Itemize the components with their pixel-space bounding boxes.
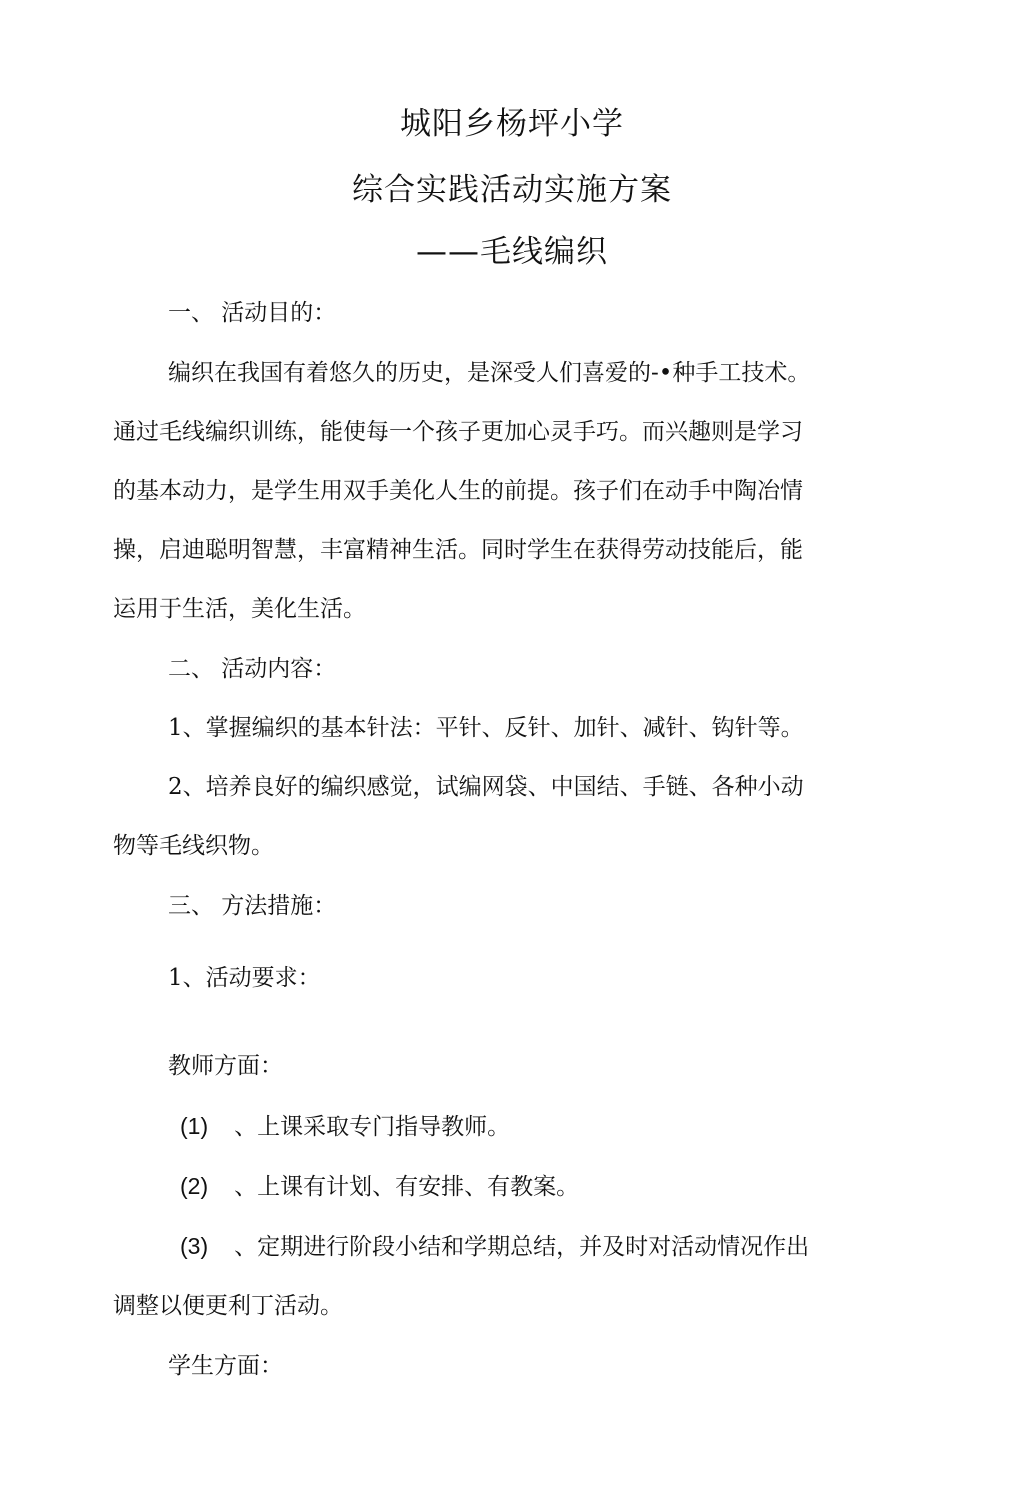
section-heading-content: 二、 活动内容：: [168, 656, 337, 682]
purpose-paragraph-line: 操，启迪聪明智慧，丰富精神生活。同时学生在获得劳动技能后，能: [113, 537, 803, 563]
purpose-paragraph-line: 通过毛线编织训练，能使每一个孩子更加心灵手巧。而兴趣则是学习: [113, 419, 803, 445]
section-heading-purpose: 一、 活动目的：: [168, 300, 337, 326]
item-number: (1): [180, 1113, 209, 1139]
plan-title: 综合实践活动实施方案: [352, 172, 672, 208]
section-heading-methods: 三、 方法措施：: [168, 893, 337, 919]
purpose-paragraph-line: 运用于生活，美化生活。: [113, 596, 366, 622]
student-heading: 学生方面：: [168, 1353, 283, 1379]
content-item-1: 1、掌握编织的基本针法：平针、反针、加针、减针、钩针等。: [168, 715, 804, 741]
teacher-item-2: [180, 1170, 579, 1203]
purpose-paragraph-line: 的基本动力，是学生用双手美化人生的前提。孩子们在动手中陶冶情: [113, 478, 803, 504]
teacher-heading: 教师方面：: [168, 1053, 283, 1079]
school-name-title: 城阳乡杨坪小学: [400, 106, 624, 142]
topic-title: ——毛线编织: [416, 234, 608, 270]
teacher-item-3: [180, 1230, 809, 1263]
item-text: 、上课有计划、有安排、有教案。: [234, 1174, 580, 1200]
item-text: 、上课采取专门指导教师。: [234, 1114, 511, 1140]
methods-subheading-requirements: 1、活动要求：: [168, 965, 321, 991]
purpose-paragraph-line: 编织在我国有着悠久的历史，是深受人们喜爱的-•种手工技术。: [168, 360, 811, 386]
teacher-item-1: [180, 1110, 510, 1143]
item-number: (3): [180, 1233, 209, 1259]
item-number: (2): [180, 1173, 209, 1199]
content-item-2-continuation: 物等毛线织物。: [113, 833, 274, 859]
teacher-item-3-continuation: 调整以便更利丁活动。: [113, 1293, 343, 1319]
content-item-2: 2、培养良好的编织感觉，试编网袋、中国结、手链、各种小动: [168, 774, 804, 800]
item-text: 、定期进行阶段小结和学期总结，并及时对活动情况作出: [234, 1234, 810, 1260]
